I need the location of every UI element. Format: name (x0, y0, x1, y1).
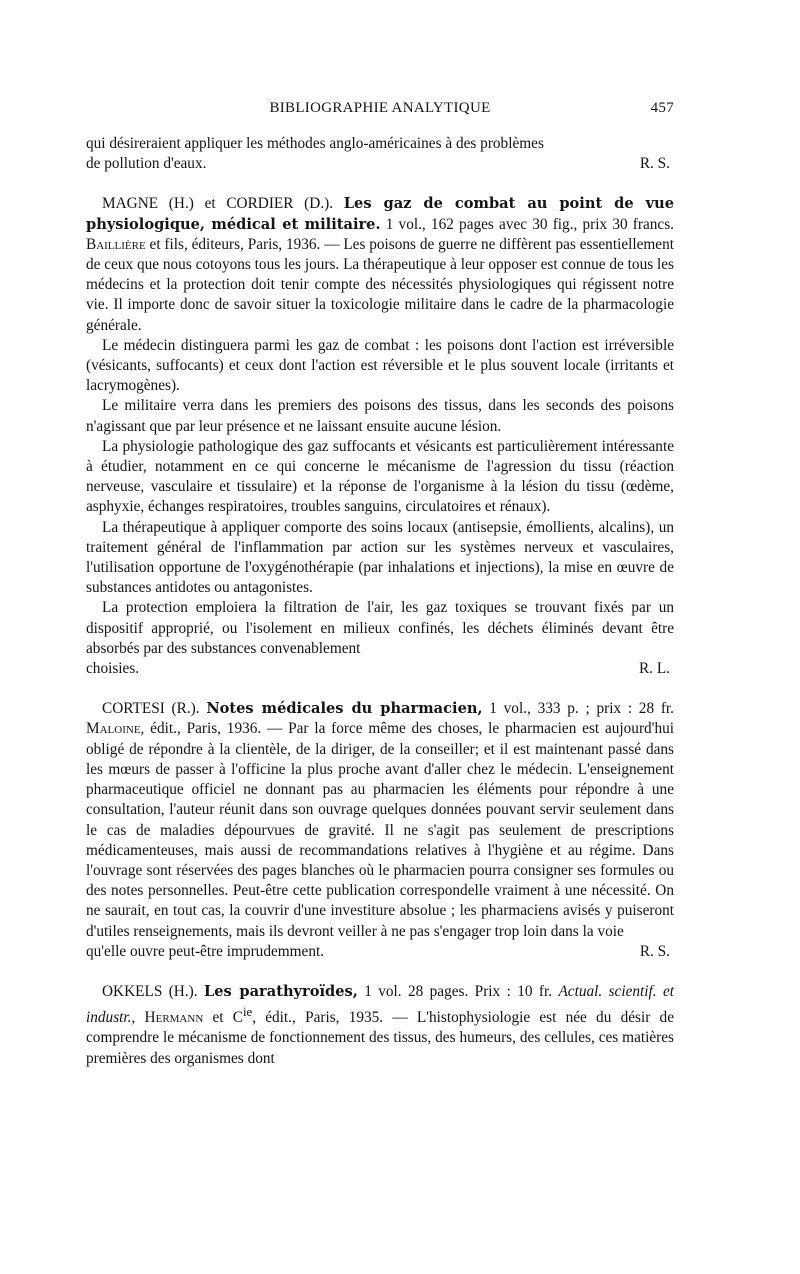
entry-authors: CORTESI (R.). (102, 700, 200, 718)
review-text: , édit., Paris, 1936. — Par la force même des choses, le pharmacien est aujourd'hui obligé de répondre à la clientèle, de la diriger, de la conseiller; et il est maintenant passé dans les mœurs de passer à l'officine la plus proche avant d'aller chez le médecin. L'enseignement pharmaceutique officiel ne donnant pas au pharmacien les éléments pour répondre à une consultation, l'auteur réunit dans son ouvrage quelques données pouvant servir seulement dans le cas de maladies dépourvues de gravité. Il ne s'agit pas seulement de prescriptions médicamenteuses, mais aussi de recommandations relatives à l'hygiène et au régime. Dans l'ouvrage sont réservées des pages blanches où le pharmacien pourra consigner ses formules ou des notes personnelles. Peut-être cette publication correspondelle vraiment à une nécessité. On ne saurait, en tout cas, la couvrir d'une investiture absolue ; les pharmaciens avisés y puiseront d'utiles renseignements, mais ils devront veiller à ne pas s'engager trop loin dans la voie (86, 720, 674, 940)
publisher-suffix: et C (212, 1009, 243, 1027)
review-entry-okkels (86, 982, 674, 1069)
publisher-superscript: ie (242, 1005, 253, 1020)
reviewer-signature: R. L. (638, 660, 670, 678)
review-paragraph: La thérapeutique à appliquer comporte des soins locaux (antisepsie, émollients, alcalins), un traitement général de l'inflammation par action sur les systèmes nerveux et vasculaires, l'utilisation opportune de l'oxygénothérapie (par inhalations et injections), la mise en œuvre de substances antidotes ou antagonistes. (86, 518, 674, 597)
review-entry-cortesi (86, 699, 674, 962)
reviewer-signature: R. S. (639, 942, 670, 960)
review-paragraph: La protection emploiera la filtration de l'air, les gaz toxiques se trouvant fixés par un dispositif approprié, ou l'isolement en milieux confinés, les déchets éliminés devant être absorbés par des substances convenablement (86, 599, 674, 657)
continuation-last-line: de pollution d'eaux. (86, 155, 207, 173)
review-paragraph: Le médecin distinguera parmi les gaz de combat : les poisons dont l'action est irréversible (vésicants, suffocants) et ceux dont l'action est réversible et le plus souvent locale (irritants et lacrymogènes). (86, 336, 674, 395)
book-details: 1 vol., 162 pages avec 30 fig., prix 30 francs. (385, 215, 675, 233)
entry-last-line: choisies. (86, 660, 140, 678)
review-entry-magne-cordier (86, 194, 674, 679)
entry-heading (86, 194, 674, 335)
entry-heading (86, 699, 674, 941)
page-number: 457 (650, 100, 674, 116)
publisher-name: Hermann (144, 1009, 204, 1027)
continuation-review (86, 134, 674, 174)
entry-authors: MAGNE (H.) et CORDIER (D.). (102, 195, 334, 213)
document-page (86, 100, 674, 1069)
publisher-name: Maloine (86, 720, 141, 738)
reviewer-signature: R. S. (639, 155, 670, 173)
publisher-name: Baillière (86, 235, 146, 253)
entry-last-line: qu'elle ouvre peut-être imprudemment. (86, 942, 325, 960)
review-text: et fils, éditeurs, Paris, 1936. — Les poisons de guerre ne diffèrent pas essentiellement de ceux que nous cotoyons tous les jours. La thérapeutique à leur opposer est connue de tous les médecins et la protection doit tenir compte des nécessités physiologiques qui régissent notre vie. Il importe donc de savoir situer la toxicologie militaire dans le cadre de la pharmacologie générale. (86, 235, 674, 334)
book-title: Les gaz de combat au point de vue physiologique, médical et militaire. (86, 195, 674, 233)
review-text: , édit., Paris, 1935. — L'histophysiologie est née du désir de comprendre le mécanisme de fonctionnement des tissus, des humeurs, des cellules, ces matières premières des organismes dont (86, 1009, 674, 1067)
book-title: Les parathyroïdes, (204, 982, 358, 1000)
continuation-signoff (86, 154, 674, 174)
continuation-line: qui désireraient appliquer les méthodes anglo-américaines à des problèmes (86, 135, 544, 152)
journal-name: Actual. scientif. et industr. (86, 982, 675, 1027)
running-header (86, 100, 674, 122)
entry-signoff (86, 659, 674, 679)
book-details: 1 vol. 28 pages. Prix : 10 fr. (364, 982, 553, 1000)
page-content (86, 134, 674, 1069)
entry-authors: OKKELS (H.). (102, 982, 198, 1000)
book-title: Notes médicales du pharmacien, (206, 700, 483, 718)
review-paragraph: Le militaire verra dans les premiers des poisons des tissus, dans les seconds des poisons n'agissant que par leur présence et ne laissant ensuite aucune lésion. (86, 397, 674, 435)
running-title: BIBLIOGRAPHIE ANALYTIQUE (269, 100, 491, 116)
entry-heading: OKKELS (H.). Les parathyroïdes, 1 vol. 28 pages. Prix : 10 fr. Actual. scientif. et industr., Hermann et $C^{ie}$, édit., Paris, 1935. — L'histophysiologie est née du désir de comprendre le mécanisme de fonctionnement des tissus, des humeurs, des cellules, ces matières premières des organismes dont (86, 982, 675, 1067)
entry-signoff (86, 942, 674, 962)
book-details: 1 vol., 333 p. ; prix : 28 fr. (489, 700, 674, 718)
review-paragraph: La physiologie pathologique des gaz suffocants et vésicants est particulièrement intéressante à étudier, notamment en ce qui concerne le mécanisme de l'agression du tissu (réaction nerveuse, vasculaire et tissulaire) et la réponse de l'organisme à la lésion du tissu (œdème, asphyxie, échanges respiratoires, troubles sanguins, circulatoires et rénaux). (86, 437, 674, 516)
